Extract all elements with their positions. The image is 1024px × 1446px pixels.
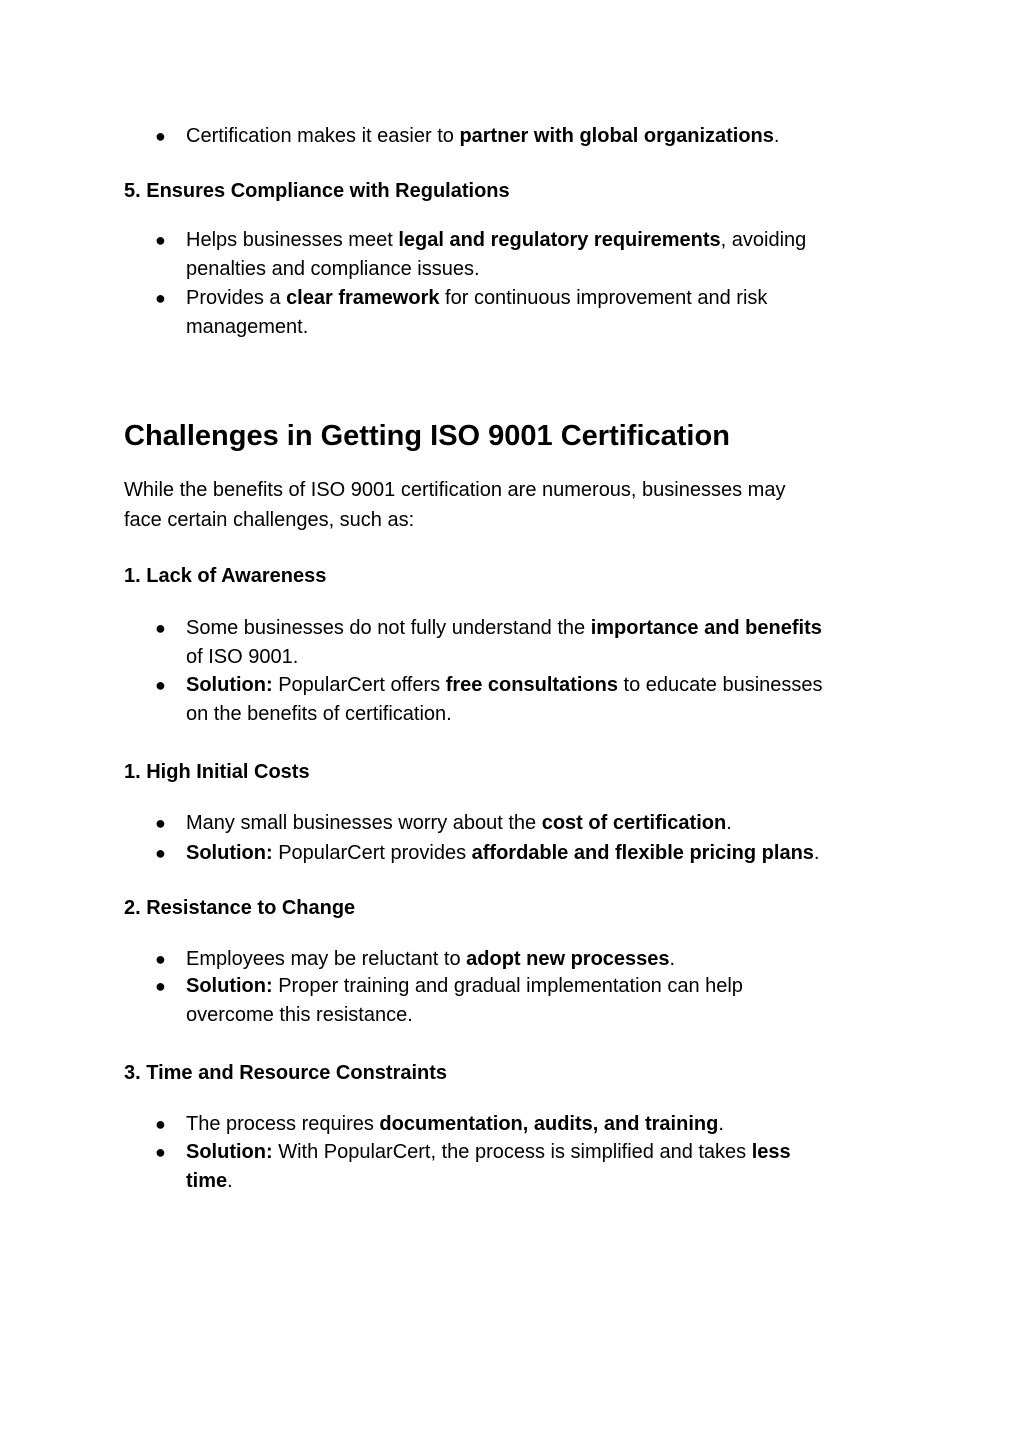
bullet-adopt-processes bbox=[186, 945, 906, 974]
text-run: Some businesses do not fully understand the bbox=[186, 617, 591, 639]
solution-label: Solution: bbox=[186, 674, 273, 696]
bullet-solution-training bbox=[186, 972, 906, 1030]
section-heading-compliance: 5. Ensures Compliance with Regulations bbox=[124, 180, 510, 202]
bullet-solution-pricing bbox=[186, 839, 906, 868]
bold-text: time bbox=[186, 1170, 228, 1192]
text-run: PopularCert provides bbox=[272, 842, 472, 864]
text-run: . bbox=[227, 1170, 233, 1192]
text-run: to educate businesses bbox=[617, 674, 823, 696]
text-run: . bbox=[813, 842, 820, 864]
bullet-clear-framework bbox=[186, 284, 906, 342]
text-run: While the benefits of ISO 9001 certification are numerous, businesses may bbox=[124, 479, 786, 501]
bullet-legal-requirements bbox=[186, 226, 906, 284]
page-title-challenges: Challenges in Getting ISO 9001 Certification bbox=[124, 420, 730, 452]
bullet-solution-less-time bbox=[186, 1138, 906, 1196]
text-run: The process requires bbox=[186, 1113, 380, 1135]
text-run: on the benefits of certification. bbox=[186, 703, 452, 725]
section-heading-awareness: 1. Lack of Awareness bbox=[124, 565, 327, 587]
bold-text: clear framework bbox=[286, 287, 440, 309]
text-run: Provides a bbox=[186, 287, 287, 309]
section-heading-resistance: 2. Resistance to Change bbox=[124, 897, 356, 919]
section-heading-costs: 1. High Initial Costs bbox=[124, 761, 310, 783]
text-run: penalties and compliance issues. bbox=[186, 258, 480, 280]
text-run: Proper training and gradual implementation can help bbox=[272, 975, 743, 997]
bold-text: cost of certification bbox=[541, 812, 727, 834]
bold-text: adopt new processes bbox=[466, 948, 670, 970]
text-run: . bbox=[773, 125, 780, 147]
text-run: overcome this resistance. bbox=[186, 1004, 413, 1026]
bold-text: less bbox=[751, 1141, 791, 1163]
bullet-partner-global bbox=[186, 122, 906, 151]
text-run: Many small businesses worry about the bbox=[186, 812, 542, 834]
text-run: , avoiding bbox=[720, 229, 807, 251]
text-run: . bbox=[669, 948, 676, 970]
solution-label: Solution: bbox=[186, 1141, 273, 1163]
text-run: Helps businesses meet bbox=[186, 229, 399, 251]
bold-text: partner with global organizations bbox=[459, 125, 774, 147]
bold-text: importance and benefits bbox=[590, 617, 822, 639]
bold-text: affordable and flexible pricing plans bbox=[471, 842, 814, 864]
text-run: PopularCert offers bbox=[272, 674, 446, 696]
bullet-cost-certification bbox=[186, 809, 906, 838]
solution-label: Solution: bbox=[186, 975, 273, 997]
bullet-documentation-audits bbox=[186, 1110, 906, 1139]
text-run: of ISO 9001. bbox=[186, 646, 299, 668]
bold-text: legal and regulatory requirements bbox=[398, 229, 721, 251]
intro-paragraph bbox=[124, 475, 884, 535]
text-run: Employees may be reluctant to bbox=[186, 948, 467, 970]
bullet-importance-benefits bbox=[186, 614, 906, 672]
text-run: . bbox=[726, 812, 732, 834]
text-run: Certification makes it easier to bbox=[186, 125, 460, 147]
solution-label: Solution: bbox=[186, 842, 273, 864]
text-run: face certain challenges, such as: bbox=[124, 509, 415, 531]
text-run: With PopularCert, the process is simplified and takes bbox=[272, 1141, 752, 1163]
text-run: for continuous improvement and risk bbox=[439, 287, 768, 309]
bullet-solution-consultations bbox=[186, 671, 906, 729]
text-run: management. bbox=[186, 316, 309, 338]
bold-text: documentation, audits, and training bbox=[379, 1113, 719, 1135]
bold-text: free consultations bbox=[445, 674, 618, 696]
section-heading-time-resources: 3. Time and Resource Constraints bbox=[124, 1062, 448, 1084]
text-run: . bbox=[718, 1113, 724, 1135]
